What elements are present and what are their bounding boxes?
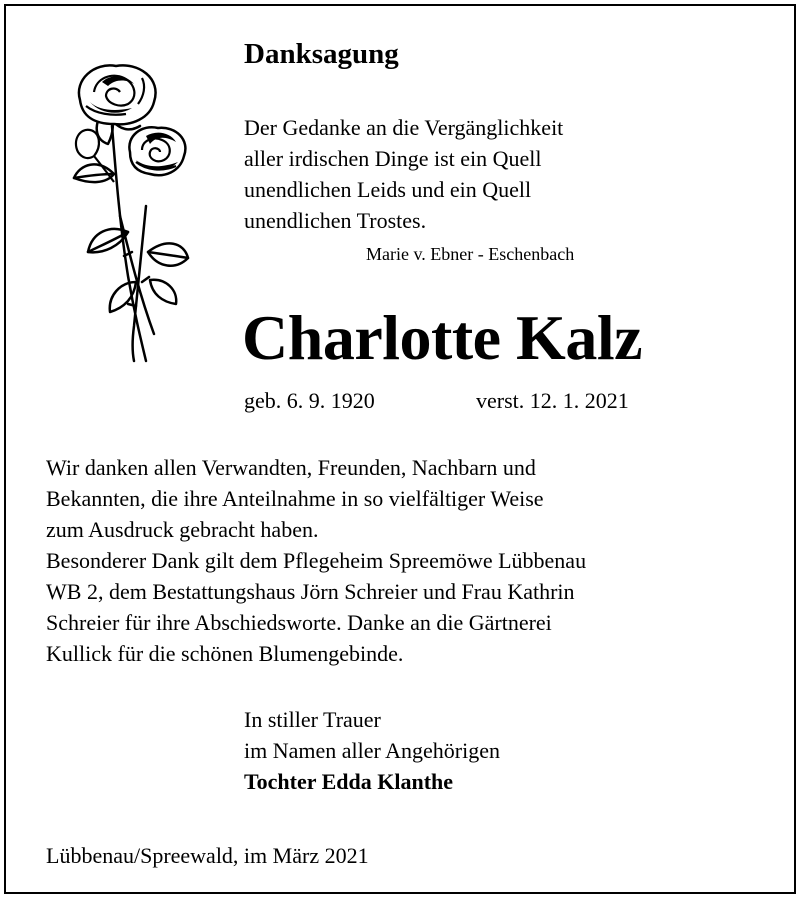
thanks-line: WB 2, dem Bestattungshaus Jörn Schreier und Frau Kathrin bbox=[46, 579, 575, 604]
death-date: verst. 12. 1. 2021 bbox=[476, 388, 629, 413]
thanks-line: Wir danken allen Verwandten, Freunden, Nachbarn und bbox=[46, 455, 536, 480]
thanks-line: Besonderer Dank gilt dem Pflegeheim Spreemöwe Lübbenau bbox=[46, 548, 587, 573]
quote-line: aller irdischen Dinge ist ein Quell bbox=[244, 146, 542, 171]
closing-block bbox=[244, 704, 500, 797]
thanks-line: Bekannten, die ihre Anteilnahme in so vielfältiger Weise bbox=[46, 486, 544, 511]
thanks-line: Kullick für die schönen Blumengebinde. bbox=[46, 641, 404, 666]
closing-line-2: im Namen aller Angehörigen bbox=[244, 738, 500, 763]
place-date: Lübbenau/Spreewald, im März 2021 bbox=[46, 843, 369, 868]
closing-line-1: In stiller Trauer bbox=[244, 707, 381, 732]
quote-author: Marie v. Ebner - Eschenbach bbox=[366, 244, 575, 264]
rose-icon bbox=[50, 56, 200, 368]
heading: Danksagung bbox=[244, 38, 399, 70]
birth-date: geb. 6. 9. 1920 bbox=[244, 388, 375, 413]
quote-line: Der Gedanke an die Vergänglichkeit bbox=[244, 115, 564, 140]
quote-line: unendlichen Leids und ein Quell bbox=[244, 177, 532, 202]
quote bbox=[244, 112, 563, 236]
quote-line: unendlichen Trostes. bbox=[244, 208, 427, 233]
thanks-text bbox=[46, 452, 586, 669]
thanks-line: zum Ausdruck gebracht haben. bbox=[46, 517, 319, 542]
thanks-line: Schreier für ihre Abschiedsworte. Danke an die Gärtnerei bbox=[46, 610, 552, 635]
deceased-name: Charlotte Kalz bbox=[242, 302, 642, 373]
signature: Tochter Edda Klanthe bbox=[244, 769, 454, 794]
